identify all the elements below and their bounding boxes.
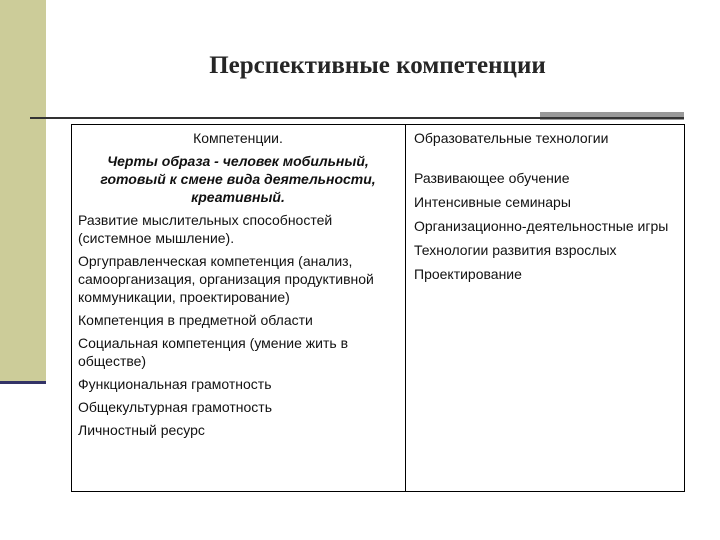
subheader-line: готовый к смене вида деятельности, xyxy=(100,171,376,187)
technology-item: Технологии развития взрослых xyxy=(414,242,617,258)
technology-item: Организационно-деятельностные игры xyxy=(414,218,669,234)
technology-item: Проектирование xyxy=(414,266,522,282)
competence-item: Социальная компетенция (умение жить в обществе) xyxy=(78,335,349,369)
subheader-line: Черты образа - человек мобильный, xyxy=(107,153,369,169)
competence-item: Функциональная грамотность xyxy=(78,376,272,392)
competence-item: Развитие мыслительных способностей (системное мышление). xyxy=(78,212,333,246)
slide-title: Перспективные компетенции xyxy=(209,52,546,79)
competence-item: Компетенция в предметной области xyxy=(78,312,313,328)
technology-item: Развивающее обучение xyxy=(414,170,570,186)
competence-item: Личностный ресурс xyxy=(78,422,205,438)
technology-item: Интенсивные семинары xyxy=(414,194,571,210)
competences-column xyxy=(78,129,398,444)
competence-item: Общекультурная грамотность xyxy=(78,399,273,415)
title-rule xyxy=(30,117,684,119)
technologies-header: Образовательные технологии xyxy=(414,130,609,146)
competence-item: Оргуправленческая компетенция (анализ, самоорганизация, организация продуктивной коммуникации, проектирование) xyxy=(78,253,374,305)
decorative-side-bar-line xyxy=(0,381,46,384)
technologies-column xyxy=(414,129,680,289)
column-divider xyxy=(405,125,406,491)
person-traits-subheader xyxy=(78,152,398,206)
competences-header: Компетенции. xyxy=(193,130,283,146)
competence-table xyxy=(71,124,685,492)
subheader-line: креативный. xyxy=(191,189,285,205)
